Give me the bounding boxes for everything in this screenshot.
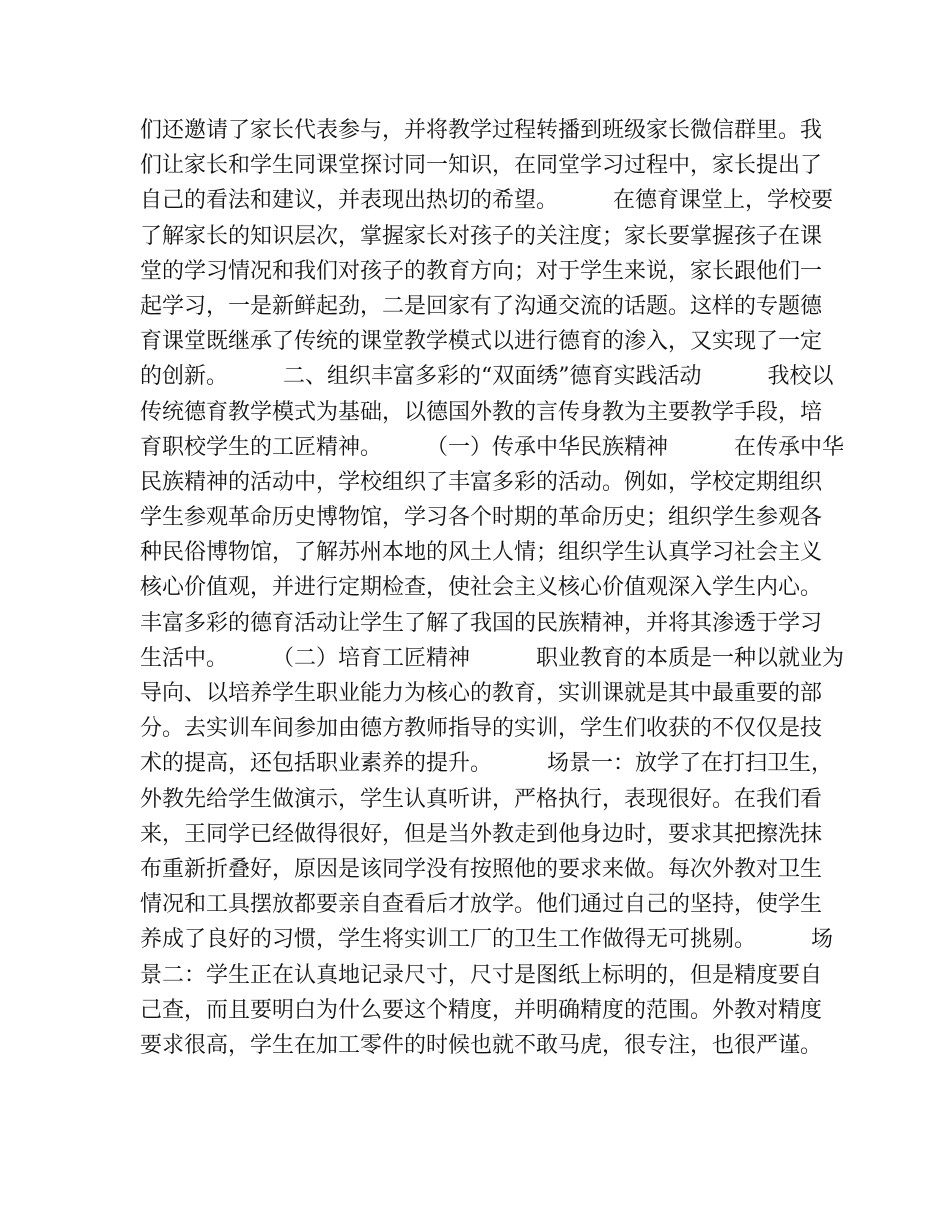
text-line: 核心价值观，并进行定期检查，使社会主义核心价值观深入学生内心。	[140, 575, 823, 601]
text-line: 育职校学生的工匠精神。 （一）传承中华民族精神 在传承中华	[140, 434, 845, 460]
text-line: 民族精神的活动中，学校组织了丰富多彩的活动。例如，学校定期组织	[140, 469, 823, 495]
text-line: 们还邀请了家长代表参与，并将教学过程转播到班级家长微信群里。我	[140, 118, 823, 143]
text-line: 分。去实训车间参加由德方教师指导的实训，学生们收获的不仅仅是技	[140, 716, 823, 742]
text-line: 起学习，一是新鲜起劲，二是回家有了沟通交流的话题。这样的专题德	[140, 293, 823, 319]
text-line: 外教先给学生做演示，学生认真听讲，严格执行，表现很好。在我们看	[140, 786, 823, 812]
text-line: 术的提高，还包括职业素养的提升。 场景一：放学了在打扫卫生，	[140, 751, 834, 777]
text-line: 传统德育教学模式为基础，以德国外教的言传身教为主要教学手段，培	[140, 399, 823, 425]
text-line: 种民俗博物馆，了解苏州本地的风土人情；组织学生认真学习社会主义	[140, 540, 823, 566]
text-line: 己查，而且要明白为什么要这个精度，并明确精度的范围。外教对精度	[140, 997, 823, 1023]
body-text	[140, 113, 845, 1063]
text-line: 情况和工具摆放都要亲自查看后才放学。他们通过自己的坚持，使学生	[140, 892, 823, 918]
text-line: 的创新。 二、组织丰富多彩的“双面绣”德育实践活动 我校以	[140, 364, 834, 390]
text-line: 堂的学习情况和我们对孩子的教育方向；对于学生来说，家长跟他们一	[140, 258, 823, 284]
text-line: 了解家长的知识层次，掌握家长对孩子的关注度；家长要掌握孩子在课	[140, 223, 823, 249]
text-line: 育课堂既继承了传统的课堂教学模式以进行德育的渗入，又实现了一定	[140, 329, 823, 355]
text-line: 自己的看法和建议，并表现出热切的希望。 在德育课堂上，学校要	[140, 188, 834, 214]
text-line: 导向、以培养学生职业能力为核心的教育，实训课就是其中最重要的部	[140, 681, 823, 706]
text-line: 景二：学生正在认真地记录尺寸，尺寸是图纸上标明的，但是精度要自	[140, 962, 823, 988]
text-line: 养成了良好的习惯，学生将实训工厂的卫生工作做得无可挑剔。 场	[140, 927, 834, 953]
text-line: 来，王同学已经做得很好，但是当外教走到他身边时，要求其把擦洗抹	[140, 821, 823, 847]
text-line: 丰富多彩的德育活动让学生了解了我国的民族精神，并将其渗透于学习	[140, 610, 823, 636]
text-line: 生活中。 （二）培育工匠精神 职业教育的本质是一种以就业为	[140, 645, 845, 671]
text-line: 学生参观革命历史博物馆，学习各个时期的革命历史；组织学生参观各	[140, 505, 823, 531]
text-line: 要求很高，学生在加工零件的时候也就不敢马虎，很专注，也很严谨。	[140, 1032, 823, 1058]
text-line: 布重新折叠好，原因是该同学没有按照他的要求来做。每次外教对卫生	[140, 856, 823, 882]
text-line: 们让家长和学生同课堂探讨同一知识，在同堂学习过程中，家长提出了	[140, 153, 823, 179]
